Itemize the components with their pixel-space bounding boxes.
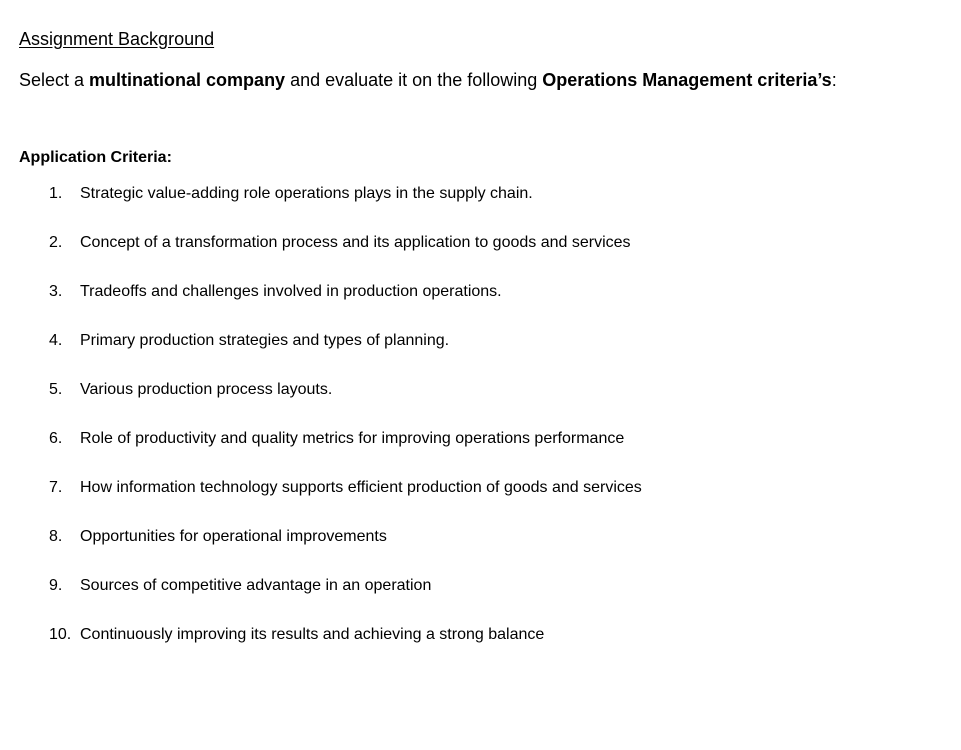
list-item-text: Sources of competitive advantage in an operation: [80, 577, 432, 594]
list-item: [0, 577, 961, 626]
list-item-number: 1.: [49, 185, 63, 202]
list-item: [0, 430, 961, 479]
list-item-number: 4.: [49, 332, 63, 349]
list-item: [0, 234, 961, 283]
application-criteria-heading: Application Criteria:: [19, 149, 172, 166]
intro-text-1: Select a: [19, 70, 90, 90]
list-item-text: Continuously improving its results and achieving a strong balance: [80, 626, 545, 643]
list-item-number: 8.: [49, 528, 63, 545]
list-item: [0, 185, 961, 234]
list-item-number: 6.: [49, 430, 63, 447]
list-item: [0, 626, 961, 675]
list-item: [0, 332, 961, 381]
list-item-text: Opportunities for operational improvements: [80, 528, 387, 545]
list-item-text: Tradeoffs and challenges involved in production operations.: [80, 283, 502, 300]
intro-bold-company: multinational company: [89, 70, 286, 90]
list-item-number: 3.: [49, 283, 63, 300]
list-item-number: 10.: [49, 626, 72, 643]
list-item-number: 7.: [49, 479, 63, 496]
list-item: [0, 283, 961, 332]
criteria-list: [0, 185, 961, 675]
intro-text-2: and evaluate it on the following: [285, 70, 543, 90]
list-item: [0, 381, 961, 430]
list-item-number: 9.: [49, 577, 63, 594]
list-item-text: Strategic value-adding role operations plays in the supply chain.: [80, 185, 533, 202]
intro-paragraph: [19, 70, 837, 91]
list-item: [0, 528, 961, 577]
list-item-text: Various production process layouts.: [80, 381, 333, 398]
list-item-text: Primary production strategies and types of planning.: [80, 332, 450, 349]
intro-text-3: :: [831, 70, 837, 90]
list-item-number: 5.: [49, 381, 63, 398]
intro-bold-criteria: Operations Management criteria’s: [542, 70, 832, 90]
assignment-heading: Assignment Background: [19, 29, 215, 49]
list-item-text: Role of productivity and quality metrics for improving operations performance: [80, 430, 625, 447]
list-item-text: How information technology supports efficient production of goods and services: [80, 479, 642, 496]
list-item-number: 2.: [49, 234, 63, 251]
list-item-text: Concept of a transformation process and its application to goods and services: [80, 234, 631, 251]
list-item: [0, 479, 961, 528]
